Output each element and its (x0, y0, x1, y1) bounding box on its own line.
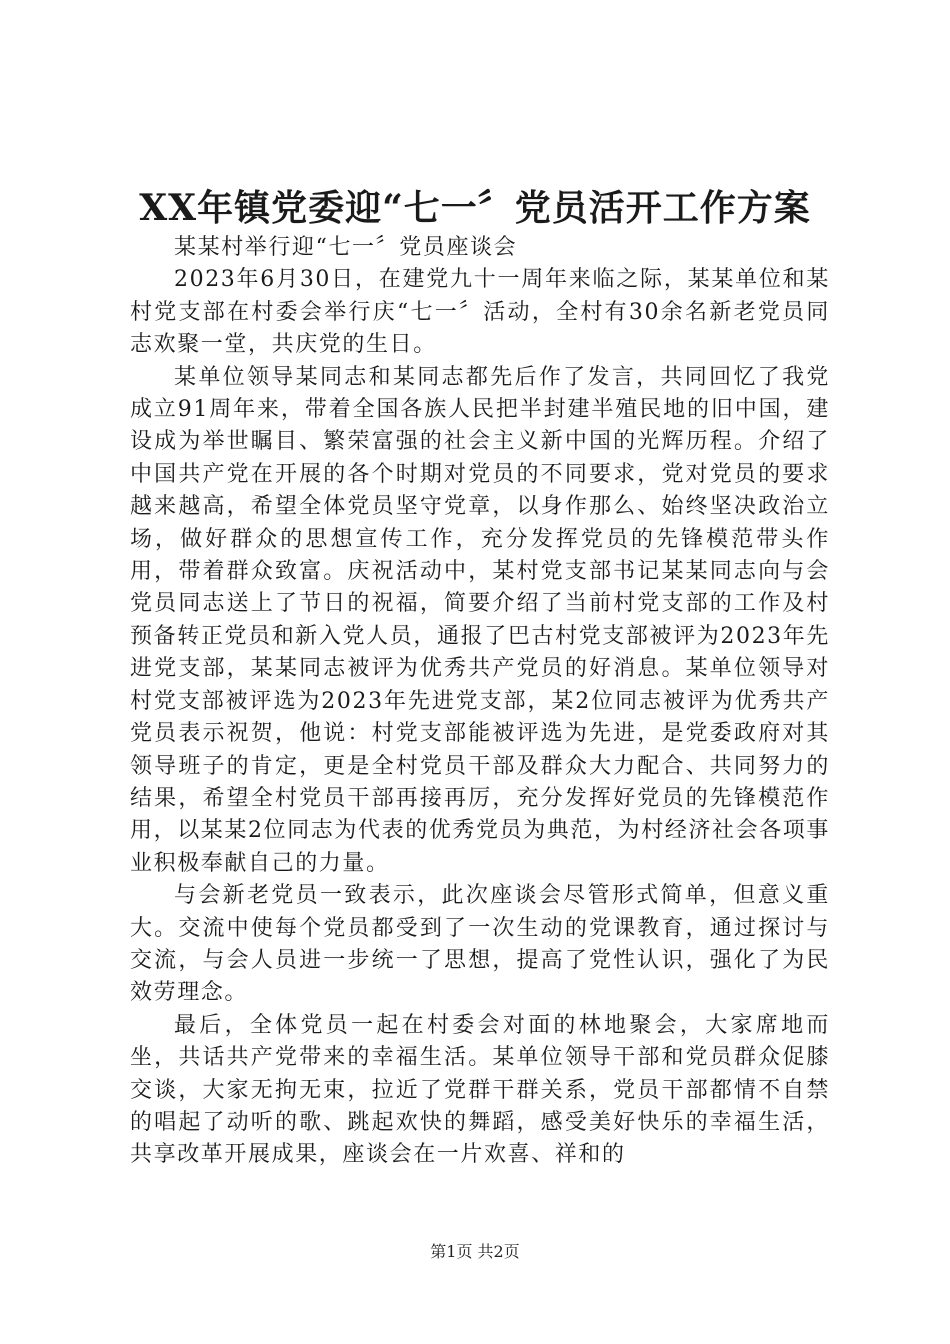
paragraph: 2023年6月30日，在建党九十一周年来临之际，某某单位和某村党支部在村委会举行庆“七一〞活动，全村有30余名新老党员同志欢聚一堂，共庆党的生日。 (130, 267, 830, 358)
paragraph: 与会新老党员一致表示，此次座谈会尽管形式简单，但意义重大。交流中使每个党员都受到了一次生动的党课教育，通过探讨与交流，与会人员进一步统一了思想，提高了党性认识，强化了为民效劳理念。 (130, 883, 830, 1006)
paragraph: 最后，全体党员一起在村委会对面的林地聚会，大家席地而坐，共话共产党带来的幸福生活。某单位领导干部和党员群众促膝交谈，大家无拘无束，拉近了党群干群关系，党员干部都情不自禁的唱起了动听的歌、跳起欢快的舞蹈，感受美好快乐的幸福生活，共享改革开展成果，座谈会在一片欢喜、祥和的 (130, 1012, 830, 1168)
document-body (130, 232, 830, 1172)
paragraph: 某单位领导某同志和某同志都先后作了发言，共同回忆了我党成立91周年来，带着全国各族人民把半封建半殖民地的旧中国，建设成为举世瞩目、繁荣富强的社会主义新中国的光辉历程。介绍了中国共产党在开展的各个时期对党员的不同要求，党对党员的要求越来越高，希望全体党员坚守党章，以身作那么、始终坚决政治立场，做好群众的思想宣传工作，充分发挥党员的先锋模范带头作用，带着群众致富。庆祝活动中，某村党支部书记某某同志向与会党员同志送上了节日的祝福，简要介绍了当前村党支部的工作及村预备转正党员和新入党人员，通报了巴古村党支部被评为2023年先进党支部，某某同志被评为优秀共产党员的好消息。某单位领导对村党支部被评选为2023年先进党支部，某2位同志被评为优秀共产党员表示祝贺，他说：村党支部能被评选为先进，是党委政府对其领导班子的肯定，更是全村党员干部及群众大力配合、共同努力的结果，希望全村党员干部再接再厉，充分发挥好党员的先锋模范作用，以某某2位同志为代表的优秀党员为典范，为村经济社会各项事业积极奉献自己的力量。 (130, 364, 830, 876)
page-footer: 第1页 共2页 (430, 1242, 520, 1261)
document-title: XX年镇党委迎“七一〞党员活开工作方案 (139, 187, 811, 229)
paragraph-subtitle: 某某村举行迎“七一〞党员座谈会 (174, 235, 518, 260)
